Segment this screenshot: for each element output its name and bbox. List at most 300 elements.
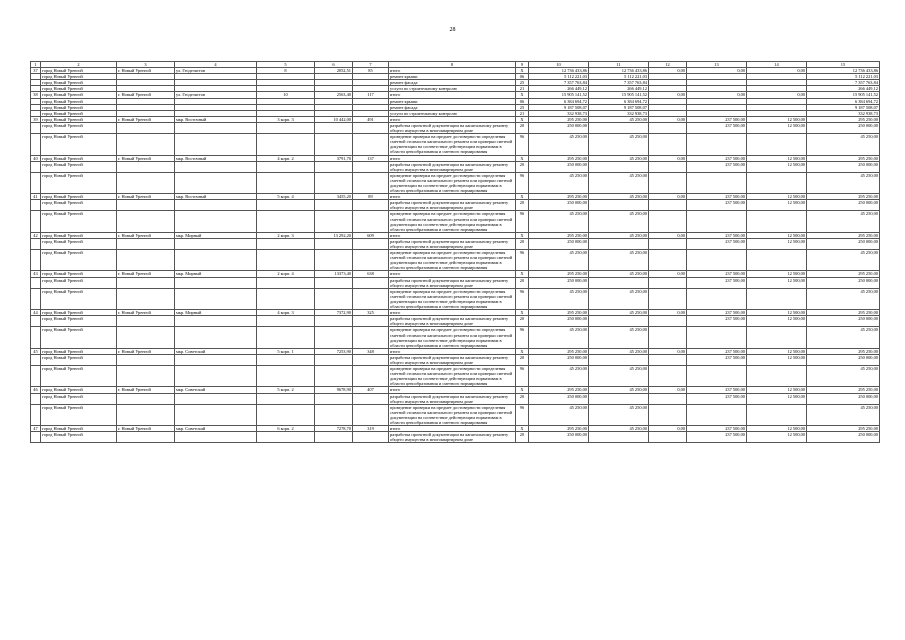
- municipality-cell: город Новый Уренгой: [41, 200, 117, 211]
- federal-funds-cell: 0,00: [649, 116, 687, 122]
- federal-funds-cell: [649, 277, 687, 288]
- regional-funds-cell: 237 500,00: [687, 348, 747, 354]
- owners-funds-cell: 45 250,00: [589, 155, 649, 161]
- regional-funds-cell: [687, 404, 747, 425]
- table-row: [31, 393, 880, 404]
- area-cell: [315, 200, 353, 211]
- locality-cell: г. Новый Уренгой: [117, 155, 175, 161]
- row-total-cell: 250 000,00: [807, 316, 880, 327]
- local-funds-cell: 12 500,00: [747, 232, 807, 238]
- street-cell: [175, 432, 257, 443]
- local-funds-cell: 12 500,00: [747, 277, 807, 288]
- work-code-cell: 96: [516, 404, 529, 425]
- owners-funds-cell: [589, 354, 649, 365]
- row-total-cell: 250 000,00: [807, 354, 880, 365]
- federal-funds-cell: [649, 134, 687, 155]
- work-type-cell: разработка проектной документации на капитальному ремонту общего имущества в многоквартирном доме: [389, 277, 516, 288]
- federal-funds-cell: [649, 316, 687, 327]
- table-row: [31, 404, 880, 425]
- federal-funds-cell: [649, 211, 687, 232]
- area-cell: 2052,51: [315, 68, 353, 74]
- locality-cell: [117, 238, 175, 249]
- row-number: [31, 288, 41, 309]
- capital-repair-table: [30, 61, 879, 443]
- house-cell: 3 корп. 3: [257, 116, 315, 122]
- table-row: [31, 200, 880, 211]
- column-number: 2: [41, 62, 117, 68]
- area-cell: 10 442,00: [315, 116, 353, 122]
- row-number: 37: [31, 68, 41, 74]
- row-number: 42: [31, 232, 41, 238]
- row-total-cell: 295 250,00: [807, 426, 880, 432]
- table-row: [31, 316, 880, 327]
- area-cell: [315, 432, 353, 443]
- page-number: 28: [449, 27, 456, 33]
- local-funds-cell: [747, 327, 807, 348]
- local-funds-cell: 12 500,00: [747, 426, 807, 432]
- column-number: 5: [257, 62, 315, 68]
- owners-funds-cell: 45 250,00: [589, 134, 649, 155]
- locality-cell: [117, 122, 175, 133]
- house-cell: 8: [257, 68, 315, 74]
- work-type-cell: разработка проектной документации на капитальному ремонту общего имущества в многоквартирном доме: [389, 316, 516, 327]
- total-cost-cell: 295 250,00: [529, 426, 589, 432]
- work-code-cell: X: [516, 426, 529, 432]
- municipality-cell: город Новый Уренгой: [41, 68, 117, 74]
- municipality-cell: город Новый Уренгой: [41, 232, 117, 238]
- row-number: [31, 316, 41, 327]
- work-code-cell: 20: [516, 161, 529, 172]
- municipality-cell: город Новый Уренгой: [41, 271, 117, 277]
- owners-funds-cell: 45 250,00: [589, 116, 649, 122]
- street-cell: ул. Геодезистов: [175, 68, 257, 74]
- work-type-cell: разработка проектной документации на капитальному ремонту общего имущества в многоквартирном доме: [389, 122, 516, 133]
- work-code-cell: X: [516, 310, 529, 316]
- house-cell: [257, 366, 315, 387]
- work-type-cell: разработка проектной документации на капитальному ремонту общего имущества в многоквартирном доме: [389, 354, 516, 365]
- local-funds-cell: [747, 250, 807, 271]
- house-cell: [257, 172, 315, 193]
- residents-cell: [353, 327, 389, 348]
- area-cell: 9678,90: [315, 387, 353, 393]
- federal-funds-cell: [649, 161, 687, 172]
- total-cost-cell: 250 000,00: [529, 277, 589, 288]
- total-cost-cell: 45 250,00: [529, 211, 589, 232]
- row-total-cell: 250 000,00: [807, 200, 880, 211]
- owners-funds-cell: 45 250,00: [589, 232, 649, 238]
- work-type-cell: разработка проектной документации на капитальному ремонту общего имущества в многоквартирном доме: [389, 161, 516, 172]
- locality-cell: [117, 211, 175, 232]
- house-cell: 5 корп. 1: [257, 348, 315, 354]
- row-total-cell: 266 449,12: [807, 86, 880, 92]
- total-cost-cell: 5 112 221,03: [529, 74, 589, 80]
- regional-funds-cell: 237 500,00: [687, 432, 747, 443]
- residents-cell: [353, 161, 389, 172]
- street-cell: ул. Геодезистов: [175, 92, 257, 98]
- federal-funds-cell: 0,00: [649, 348, 687, 354]
- street-cell: мкр. Восточный: [175, 116, 257, 122]
- table-row: [31, 172, 880, 193]
- row-total-cell: 250 000,00: [807, 122, 880, 133]
- locality-cell: г. Новый Уренгой: [117, 426, 175, 432]
- owners-funds-cell: 45 250,00: [589, 172, 649, 193]
- work-type-cell: проведение проверки на предмет достоверности определения сметной стоимости капитального ремонта или проверки сметной документации на соответствие действующим нормативам в области ценообразования и сметного нормирования: [389, 327, 516, 348]
- regional-funds-cell: [687, 366, 747, 387]
- owners-funds-cell: 7 357 763,84: [589, 80, 649, 86]
- owners-funds-cell: 15 905 141,52: [589, 92, 649, 98]
- local-funds-cell: [747, 134, 807, 155]
- area-cell: [315, 172, 353, 193]
- work-type-cell: разработка проектной документации на капитальному ремонту общего имущества в многоквартирном доме: [389, 238, 516, 249]
- local-funds-cell: [747, 404, 807, 425]
- area-cell: [315, 354, 353, 365]
- table-row: [31, 354, 880, 365]
- municipality-cell: город Новый Уренгой: [41, 277, 117, 288]
- street-cell: [175, 238, 257, 249]
- local-funds-cell: 12 500,00: [747, 432, 807, 443]
- column-number: 10: [529, 62, 589, 68]
- local-funds-cell: 0,00: [747, 92, 807, 98]
- residents-cell: 491: [353, 116, 389, 122]
- area-cell: 7372,90: [315, 310, 353, 316]
- row-total-cell: 45 250,00: [807, 366, 880, 387]
- work-code-cell: X: [516, 155, 529, 161]
- locality-cell: [117, 393, 175, 404]
- work-code-cell: 20: [516, 316, 529, 327]
- area-cell: [315, 211, 353, 232]
- row-number: 38: [31, 92, 41, 98]
- area-cell: [315, 277, 353, 288]
- work-code-cell: 20: [516, 122, 529, 133]
- regional-funds-cell: 237 500,00: [687, 310, 747, 316]
- row-number: [31, 393, 41, 404]
- federal-funds-cell: [649, 327, 687, 348]
- area-cell: [315, 288, 353, 309]
- row-total-cell: 250 000,00: [807, 161, 880, 172]
- street-cell: мкр. Восточный: [175, 155, 257, 161]
- row-number: 43: [31, 271, 41, 277]
- local-funds-cell: 12 500,00: [747, 310, 807, 316]
- residents-cell: 348: [353, 348, 389, 354]
- work-code-cell: X: [516, 271, 529, 277]
- work-code-cell: 96: [516, 327, 529, 348]
- area-cell: 3791,70: [315, 155, 353, 161]
- municipality-cell: город Новый Уренгой: [41, 194, 117, 200]
- owners-funds-cell: [589, 316, 649, 327]
- locality-cell: [117, 288, 175, 309]
- work-type-cell: итого: [389, 116, 516, 122]
- work-code-cell: 96: [516, 288, 529, 309]
- regional-funds-cell: 237 500,00: [687, 116, 747, 122]
- federal-funds-cell: 0,00: [649, 92, 687, 98]
- row-total-cell: 332 938,73: [807, 110, 880, 116]
- work-type-cell: ремонт фасада: [389, 80, 516, 86]
- street-cell: [175, 172, 257, 193]
- owners-funds-cell: 6 384 694,72: [589, 98, 649, 104]
- work-type-cell: услуги по строительному контролю: [389, 110, 516, 116]
- federal-funds-cell: [649, 250, 687, 271]
- table-row: [31, 277, 880, 288]
- regional-funds-cell: 237 500,00: [687, 387, 747, 393]
- residents-cell: [353, 277, 389, 288]
- federal-funds-cell: [649, 238, 687, 249]
- area-cell: [315, 316, 353, 327]
- street-cell: [175, 161, 257, 172]
- local-funds-cell: 12 500,00: [747, 393, 807, 404]
- row-number: 41: [31, 194, 41, 200]
- work-code-cell: 96: [516, 366, 529, 387]
- house-cell: [257, 238, 315, 249]
- column-number: 13: [687, 62, 747, 68]
- row-number: 45: [31, 348, 41, 354]
- house-cell: [257, 288, 315, 309]
- federal-funds-cell: 0,00: [649, 387, 687, 393]
- row-total-cell: 295 250,00: [807, 116, 880, 122]
- work-code-cell: 06: [516, 74, 529, 80]
- municipality-cell: город Новый Уренгой: [41, 155, 117, 161]
- area-cell: [315, 134, 353, 155]
- locality-cell: [117, 366, 175, 387]
- municipality-cell: город Новый Уренгой: [41, 426, 117, 432]
- owners-funds-cell: 45 250,00: [589, 271, 649, 277]
- table-row: [31, 288, 880, 309]
- locality-cell: г. Новый Уренгой: [117, 68, 175, 74]
- total-cost-cell: 250 000,00: [529, 238, 589, 249]
- total-cost-cell: 332 938,73: [529, 110, 589, 116]
- column-number: 11: [589, 62, 649, 68]
- residents-cell: [353, 172, 389, 193]
- row-total-cell: 45 250,00: [807, 288, 880, 309]
- row-total-cell: 45 250,00: [807, 134, 880, 155]
- municipality-cell: город Новый Уренгой: [41, 116, 117, 122]
- owners-funds-cell: 12 736 433,86: [589, 68, 649, 74]
- row-total-cell: 9 187 508,07: [807, 104, 880, 110]
- local-funds-cell: 12 500,00: [747, 271, 807, 277]
- row-total-cell: 295 250,00: [807, 348, 880, 354]
- residents-cell: 638: [353, 271, 389, 277]
- owners-funds-cell: [589, 200, 649, 211]
- row-number: [31, 200, 41, 211]
- owners-funds-cell: 5 112 221,03: [589, 74, 649, 80]
- row-total-cell: 5 112 221,03: [807, 74, 880, 80]
- residents-cell: 89: [353, 194, 389, 200]
- residents-cell: [353, 238, 389, 249]
- total-cost-cell: 45 250,00: [529, 404, 589, 425]
- local-funds-cell: 12 500,00: [747, 200, 807, 211]
- total-cost-cell: 7 357 763,84: [529, 80, 589, 86]
- table-row: [31, 211, 880, 232]
- locality-cell: [117, 327, 175, 348]
- locality-cell: [117, 134, 175, 155]
- regional-funds-cell: 237 500,00: [687, 393, 747, 404]
- work-code-cell: 96: [516, 211, 529, 232]
- row-number: [31, 432, 41, 443]
- federal-funds-cell: [649, 432, 687, 443]
- regional-funds-cell: 237 500,00: [687, 232, 747, 238]
- total-cost-cell: 45 250,00: [529, 366, 589, 387]
- street-cell: [175, 250, 257, 271]
- column-number: 7: [353, 62, 389, 68]
- municipality-cell: город Новый Уренгой: [41, 110, 117, 116]
- local-funds-cell: 12 500,00: [747, 238, 807, 249]
- total-cost-cell: 266 449,12: [529, 86, 589, 92]
- column-number: 9: [516, 62, 529, 68]
- locality-cell: [117, 432, 175, 443]
- work-code-cell: 25: [516, 104, 529, 110]
- owners-funds-cell: 45 250,00: [589, 211, 649, 232]
- regional-funds-cell: 237 500,00: [687, 200, 747, 211]
- work-type-cell: итого: [389, 194, 516, 200]
- street-cell: мкр. Мирный: [175, 271, 257, 277]
- work-type-cell: проведение проверки на предмет достоверности определения сметной стоимости капитального ремонта или проверки сметной документации на соответствие действующим нормативам в области ценообразования и сметного нормирования: [389, 250, 516, 271]
- table-row: [31, 327, 880, 348]
- house-cell: [257, 316, 315, 327]
- total-cost-cell: 45 250,00: [529, 250, 589, 271]
- total-cost-cell: 45 250,00: [529, 327, 589, 348]
- row-total-cell: 45 250,00: [807, 172, 880, 193]
- local-funds-cell: 12 500,00: [747, 348, 807, 354]
- row-number: 47: [31, 426, 41, 432]
- municipality-cell: город Новый Уренгой: [41, 134, 117, 155]
- local-funds-cell: 12 500,00: [747, 316, 807, 327]
- row-total-cell: 250 000,00: [807, 238, 880, 249]
- municipality-cell: город Новый Уренгой: [41, 366, 117, 387]
- owners-funds-cell: 45 250,00: [589, 404, 649, 425]
- area-cell: 13 292,20: [315, 232, 353, 238]
- local-funds-cell: 12 500,00: [747, 161, 807, 172]
- area-cell: 3455,20: [315, 194, 353, 200]
- regional-funds-cell: [687, 288, 747, 309]
- residents-cell: 117: [353, 92, 389, 98]
- house-cell: 4 корп. 3: [257, 310, 315, 316]
- total-cost-cell: 295 250,00: [529, 116, 589, 122]
- regional-funds-cell: [687, 134, 747, 155]
- municipality-cell: город Новый Уренгой: [41, 393, 117, 404]
- regional-funds-cell: 237 500,00: [687, 161, 747, 172]
- municipality-cell: город Новый Уренгой: [41, 432, 117, 443]
- total-cost-cell: 250 000,00: [529, 354, 589, 365]
- house-cell: [257, 393, 315, 404]
- area-cell: [315, 161, 353, 172]
- street-cell: [175, 404, 257, 425]
- owners-funds-cell: 9 187 508,07: [589, 104, 649, 110]
- owners-funds-cell: [589, 432, 649, 443]
- row-number: [31, 134, 41, 155]
- data-table: [30, 61, 880, 443]
- residents-cell: 609: [353, 232, 389, 238]
- row-number: [31, 327, 41, 348]
- work-type-cell: проведение проверки на предмет достоверности определения сметной стоимости капитального ремонта или проверки сметной документации на соответствие действующим нормативам в области ценообразования и сметного нормирования: [389, 134, 516, 155]
- house-cell: [257, 161, 315, 172]
- work-code-cell: 20: [516, 393, 529, 404]
- work-code-cell: X: [516, 387, 529, 393]
- locality-cell: [117, 161, 175, 172]
- total-cost-cell: 45 250,00: [529, 172, 589, 193]
- regional-funds-cell: 237 500,00: [687, 426, 747, 432]
- total-cost-cell: 295 250,00: [529, 271, 589, 277]
- municipality-cell: город Новый Уренгой: [41, 122, 117, 133]
- federal-funds-cell: [649, 404, 687, 425]
- federal-funds-cell: 0,00: [649, 232, 687, 238]
- residents-cell: [353, 354, 389, 365]
- total-cost-cell: 250 000,00: [529, 122, 589, 133]
- locality-cell: [117, 316, 175, 327]
- table-row: [31, 366, 880, 387]
- total-cost-cell: 250 000,00: [529, 393, 589, 404]
- municipality-cell: город Новый Уренгой: [41, 316, 117, 327]
- area-cell: 7278,70: [315, 426, 353, 432]
- federal-funds-cell: 0,00: [649, 426, 687, 432]
- work-code-cell: 21: [516, 110, 529, 116]
- locality-cell: г. Новый Уренгой: [117, 271, 175, 277]
- house-cell: [257, 200, 315, 211]
- regional-funds-cell: 0,00: [687, 68, 747, 74]
- municipality-cell: город Новый Уренгой: [41, 80, 117, 86]
- owners-funds-cell: 45 250,00: [589, 288, 649, 309]
- work-type-cell: ремонт крыши: [389, 74, 516, 80]
- street-cell: [175, 211, 257, 232]
- house-cell: 10: [257, 92, 315, 98]
- total-cost-cell: 250 000,00: [529, 432, 589, 443]
- row-total-cell: 12 736 433,86: [807, 68, 880, 74]
- street-cell: [175, 288, 257, 309]
- row-number: [31, 404, 41, 425]
- row-total-cell: 295 250,00: [807, 232, 880, 238]
- residents-cell: 137: [353, 155, 389, 161]
- street-cell: мкр. Советский: [175, 348, 257, 354]
- row-total-cell: 7 357 763,84: [807, 80, 880, 86]
- work-type-cell: проведение проверки на предмет достоверности определения сметной стоимости капитального ремонта или проверки сметной документации на соответствие действующим нормативам в области ценообразования и сметного нормирования: [389, 172, 516, 193]
- work-code-cell: 96: [516, 134, 529, 155]
- work-code-cell: 20: [516, 354, 529, 365]
- house-cell: [257, 327, 315, 348]
- house-cell: 5 корп. 4: [257, 194, 315, 200]
- row-total-cell: 295 250,00: [807, 387, 880, 393]
- work-code-cell: 96: [516, 172, 529, 193]
- regional-funds-cell: [687, 250, 747, 271]
- house-cell: [257, 432, 315, 443]
- municipality-cell: город Новый Уренгой: [41, 74, 117, 80]
- total-cost-cell: 295 250,00: [529, 232, 589, 238]
- local-funds-cell: 12 500,00: [747, 354, 807, 365]
- local-funds-cell: [747, 172, 807, 193]
- regional-funds-cell: 237 500,00: [687, 194, 747, 200]
- total-cost-cell: 295 250,00: [529, 348, 589, 354]
- locality-cell: [117, 277, 175, 288]
- residents-cell: [353, 432, 389, 443]
- regional-funds-cell: [687, 172, 747, 193]
- local-funds-cell: 0,00: [747, 68, 807, 74]
- row-total-cell: 250 000,00: [807, 432, 880, 443]
- column-number: 8: [389, 62, 516, 68]
- street-cell: [175, 327, 257, 348]
- federal-funds-cell: [649, 288, 687, 309]
- federal-funds-cell: [649, 200, 687, 211]
- locality-cell: г. Новый Уренгой: [117, 387, 175, 393]
- table-row: [31, 250, 880, 271]
- house-cell: [257, 211, 315, 232]
- table-row: [31, 238, 880, 249]
- work-code-cell: X: [516, 348, 529, 354]
- municipality-cell: город Новый Уренгой: [41, 98, 117, 104]
- column-number: 4: [175, 62, 257, 68]
- row-total-cell: 45 250,00: [807, 250, 880, 271]
- locality-cell: [117, 250, 175, 271]
- locality-cell: [117, 172, 175, 193]
- regional-funds-cell: [687, 211, 747, 232]
- house-cell: [257, 122, 315, 133]
- municipality-cell: город Новый Уренгой: [41, 310, 117, 316]
